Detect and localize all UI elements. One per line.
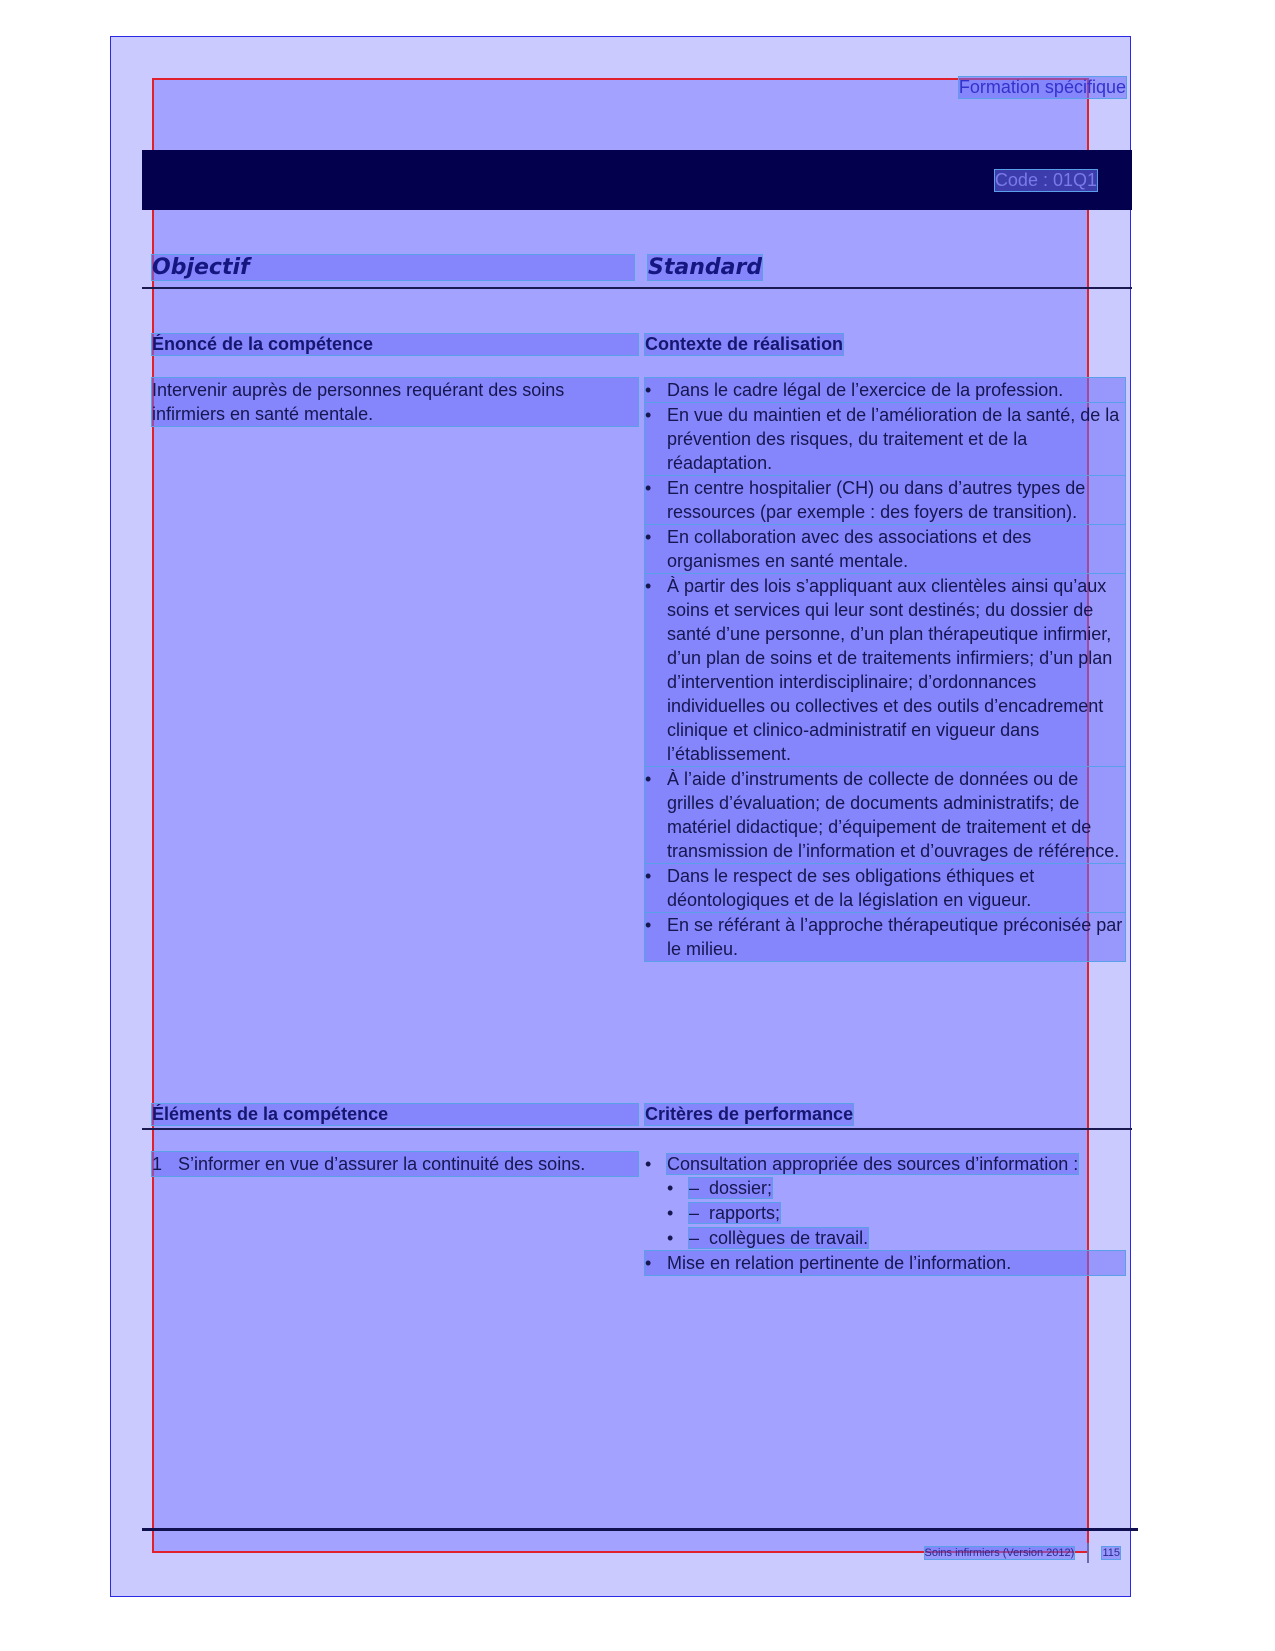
context-heading: Contexte de réalisation (645, 334, 844, 354)
criteria-heading: Critères de performance (645, 1104, 854, 1124)
criteria-text: Consultation appropriée des sources d’information : (667, 1154, 1079, 1174)
context-item: • En se référant à l’approche thérapeutique préconisée par le milieu. (645, 913, 1125, 961)
sub-item: • – collègues de travail. (667, 1226, 1125, 1250)
footer-rule (142, 1528, 1138, 1531)
context-item: • Dans le cadre légal de l’exercice de la profession. (645, 378, 1125, 402)
section-rule (142, 1128, 1132, 1130)
sub-item: • – dossier; (667, 1176, 1125, 1200)
sub-item: • – rapports; (667, 1201, 1125, 1225)
competence-statement: Intervenir auprès de personnes requérant des soins infirmiers en santé mentale. (152, 378, 638, 426)
context-item: • À l’aide d’instruments de collecte de données ou de grilles d’évaluation; de documents administratifs; de matériel didactique; d’équipement de traitement et de transmission de l’information et d’ouvrages de référence. (645, 767, 1125, 863)
competency-code: Code : 01Q1 (994, 170, 1097, 190)
footer-text: Soins infirmiers (Version 2012) (924, 1546, 1075, 1559)
element-item (152, 1152, 638, 1176)
program-header: Formation spécifique (958, 77, 1126, 97)
context-item: • Dans le respect de ses obligations éthiques et déontologiques et de la législation en vigueur. (645, 864, 1125, 912)
elements-heading: Éléments de la compétence (152, 1104, 638, 1125)
criteria-item (645, 1152, 1125, 1250)
criteria-list (645, 1152, 1125, 1276)
element-number: 1 (152, 1154, 163, 1174)
context-list (645, 378, 1125, 962)
element-text: S’informer en vue d’assurer la continuité des soins. (178, 1154, 586, 1174)
context-item: • À partir des lois s’appliquant aux clientèles ainsi qu’aux soins et services qui leur sont destinés; du dossier de santé d’une personne, d’un plan thérapeutique infirmier, d’un plan de soins et de traitements infirmiers; d’un plan d’intervention interdisciplinaire; d’ordonnances individuelles ou collectives et des outils d’encadrement clinique et clinico-administratif en vigueur dans l’établissement. (645, 574, 1125, 766)
standard-column-title: Standard (648, 255, 763, 280)
footer-separator (1087, 1543, 1089, 1563)
competence-heading: Énoncé de la compétence (152, 334, 638, 355)
footer (925, 1543, 1120, 1563)
criteria-item: • Mise en relation pertinente de l’information. (645, 1251, 1125, 1275)
objective-column-title: Objectif (152, 255, 634, 280)
header-rule (142, 287, 1132, 289)
context-item: • En centre hospitalier (CH) ou dans d’autres types de ressources (par exemple : des foyers de transition). (645, 476, 1125, 524)
context-item: • En vue du maintien et de l’amélioration de la santé, de la prévention des risques, du traitement et de la réadaptation. (645, 403, 1125, 475)
context-item: • En collaboration avec des associations et des organismes en santé mentale. (645, 525, 1125, 573)
title-banner (142, 150, 1132, 210)
page-number: 115 (1102, 1546, 1120, 1559)
